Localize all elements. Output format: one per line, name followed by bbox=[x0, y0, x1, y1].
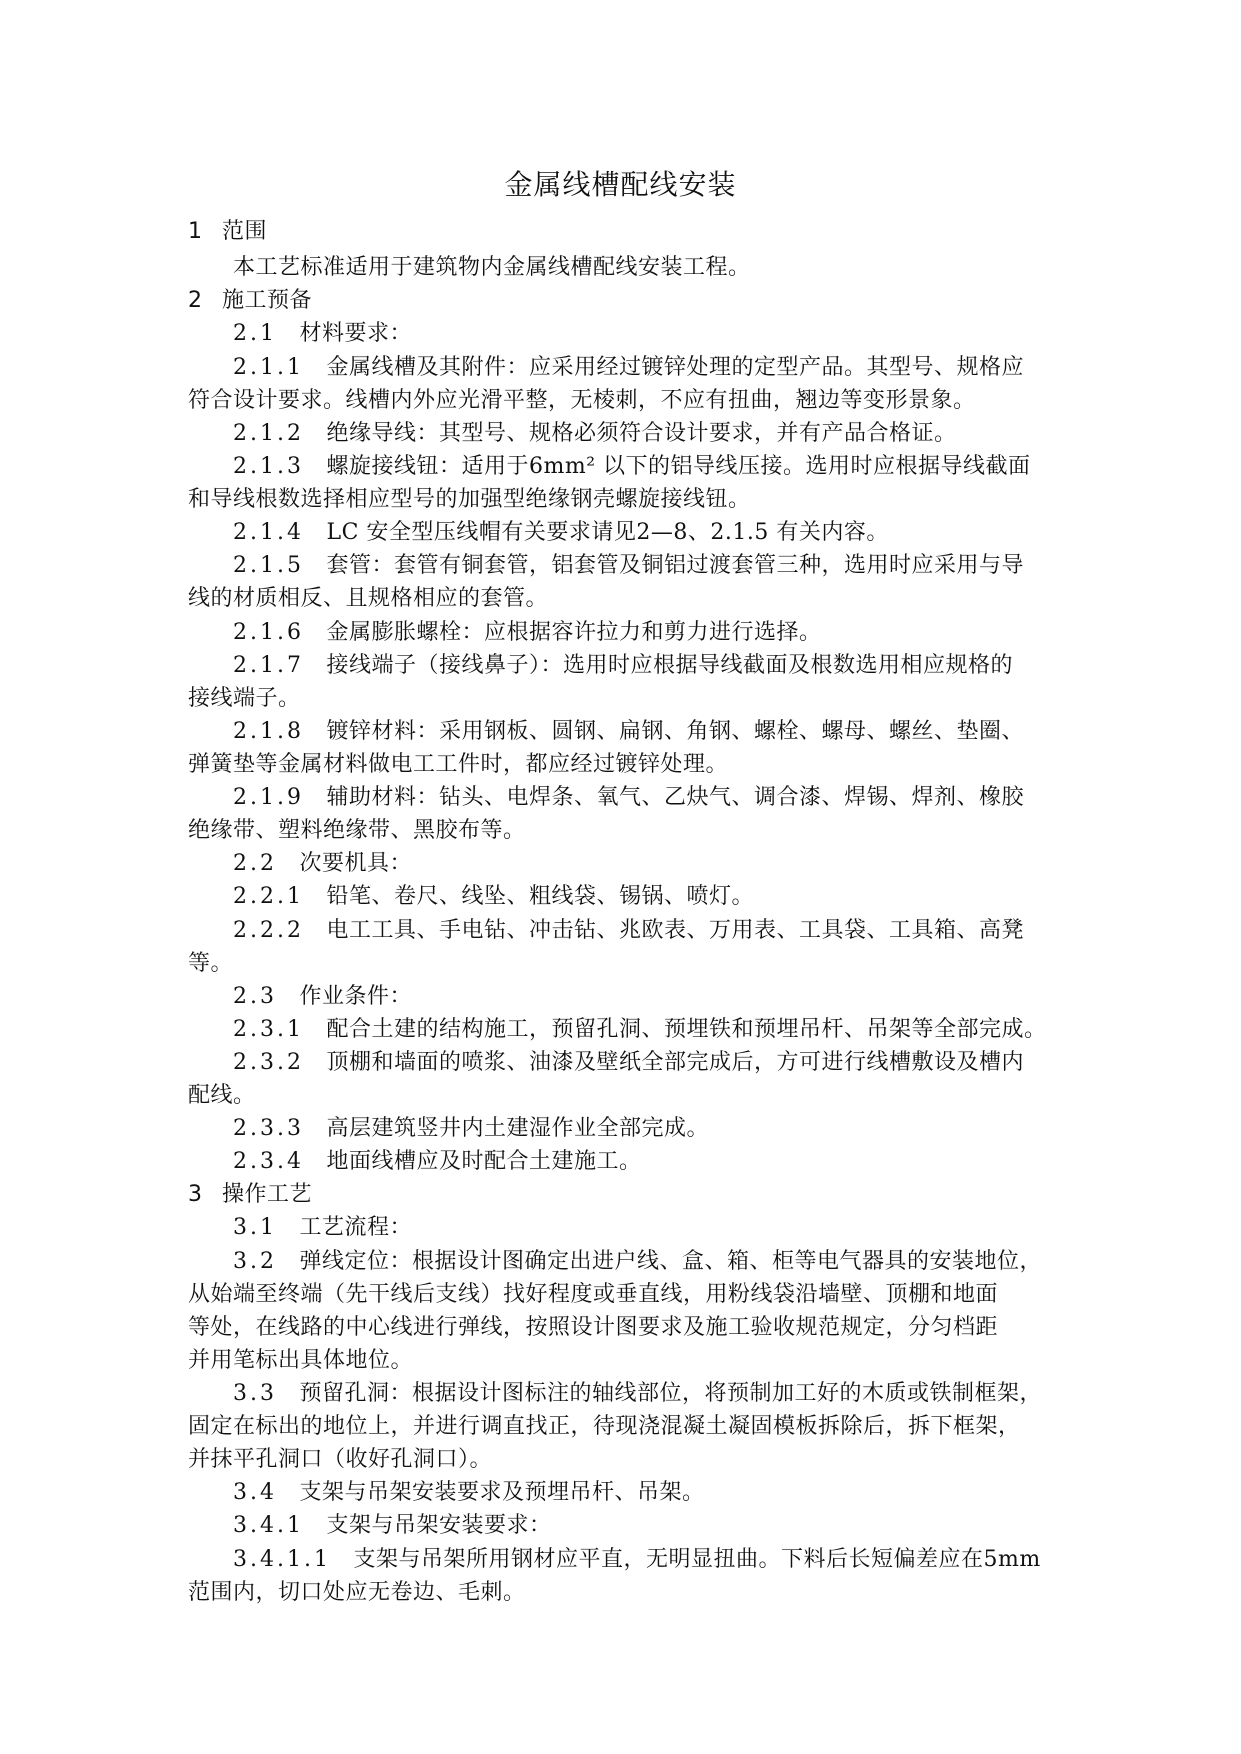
text-line-s2-3-2a bbox=[233, 1047, 1024, 1079]
text-line-s2-2-2b bbox=[188, 948, 233, 980]
text-line-s2-1-8b bbox=[188, 749, 728, 781]
clause-text: 工艺流程： bbox=[299, 1215, 413, 1240]
clause-text: 支架与吊架所用钢材应平直，无明显扭曲。下料后长短偏差应在5mm bbox=[353, 1547, 1041, 1572]
text-line-s2-1-3a bbox=[233, 451, 1031, 483]
clause-text: 套管：套管有铜套管，铝套管及铜铝过渡套管三种，选用时应采用与导 bbox=[326, 553, 1024, 578]
clause-text: 顶棚和墙面的喷浆、油漆及壁纸全部完成后，方可进行线槽敷设及槽内 bbox=[326, 1050, 1024, 1075]
text-line-s3-2d bbox=[188, 1345, 413, 1377]
clause-text: 范围内，切口处应无卷边、毛刺。 bbox=[188, 1580, 526, 1605]
text-line-s2-1 bbox=[233, 318, 412, 350]
clause-text: 并抹平孔洞口（收好孔洞口）。 bbox=[188, 1447, 493, 1472]
clause-number: 3.1 bbox=[233, 1215, 277, 1240]
clause-text: LC 安全型压线帽有关要求请见2—8、2.1.5 有关内容。 bbox=[326, 520, 889, 545]
clause-number: 3.4.1.1 bbox=[233, 1547, 331, 1572]
clause-text: 地面线槽应及时配合土建施工。 bbox=[326, 1149, 642, 1174]
text-line-s2-3-1 bbox=[233, 1014, 1047, 1046]
text-line-s3-4-1 bbox=[233, 1510, 552, 1542]
text-line-s2-2-1 bbox=[233, 881, 754, 913]
clause-number: 2.2 bbox=[233, 851, 277, 876]
clause-number: 2.1.3 bbox=[233, 454, 304, 479]
clause-number: 2.3.3 bbox=[233, 1116, 304, 1141]
clause-text: 等处，在线路的中心线进行弹线，按照设计图要求及施工验收规范规定，分匀档距 bbox=[188, 1315, 999, 1340]
text-line-s2-1-7a bbox=[233, 650, 1013, 682]
clause-number: 2.1.4 bbox=[233, 520, 304, 545]
clause-text: 铅笔、卷尺、线坠、粗线袋、锡锅、喷灯。 bbox=[326, 884, 754, 909]
clause-number: 2.1.8 bbox=[233, 719, 304, 744]
clause-text: 范围 bbox=[222, 219, 268, 244]
text-line-s3-1 bbox=[233, 1212, 412, 1244]
clause-number: 2.3.2 bbox=[233, 1050, 304, 1075]
text-line-s3-3b bbox=[188, 1411, 1021, 1443]
clause-text: 施工预备 bbox=[222, 288, 313, 313]
section-heading-s2 bbox=[188, 285, 312, 317]
clause-number: 2.1.7 bbox=[233, 653, 304, 678]
section-heading-s3 bbox=[188, 1179, 312, 1211]
clause-text: 次要机具： bbox=[299, 851, 413, 876]
clause-text: 操作工艺 bbox=[222, 1182, 313, 1207]
text-line-s2-1-8a bbox=[233, 716, 1024, 748]
text-line-s2-1-3b bbox=[188, 484, 751, 516]
text-line-s3-3c bbox=[188, 1444, 492, 1476]
clause-number: 2.1.5 bbox=[233, 553, 304, 578]
text-line-s2-1-1b bbox=[188, 385, 976, 417]
text-line-s2-1-7b bbox=[188, 683, 301, 715]
clause-text: 等。 bbox=[188, 951, 234, 976]
clause-text: 支架与吊架安装要求： bbox=[326, 1513, 552, 1538]
clause-text: 从始端至终端（先干线后支线）找好程度或垂直线，用粉线袋沿墙壁、顶棚和地面 bbox=[188, 1282, 999, 1307]
clause-number: 3.2 bbox=[233, 1249, 277, 1274]
clause-number: 2.1.1 bbox=[233, 355, 304, 380]
clause-text: 螺旋接线钮：适用于6mm² 以下的铝导线压接。选用时应根据导线截面 bbox=[326, 454, 1031, 479]
clause-text: 符合设计要求。线槽内外应光滑平整，无棱刺，不应有扭曲，翘边等变形景象。 bbox=[188, 388, 976, 413]
text-line-s3-4 bbox=[233, 1477, 705, 1509]
clause-text: 配线。 bbox=[188, 1083, 256, 1108]
text-line-s2-2-2a bbox=[233, 915, 1024, 947]
clause-text: 并用笔标出具体地位。 bbox=[188, 1348, 414, 1373]
text-line-s2-1-6 bbox=[233, 617, 822, 649]
text-line-s2-1-9a bbox=[233, 782, 1024, 814]
clause-text: 弹簧垫等金属材料做电工工件时，都应经过镀锌处理。 bbox=[188, 752, 729, 777]
clause-text: 固定在标出的地位上，并进行调直找正，待现浇混凝土凝固模板拆除后，拆下框架， bbox=[188, 1414, 1021, 1439]
clause-number: 2.3.4 bbox=[233, 1149, 304, 1174]
clause-number: 2.3 bbox=[233, 984, 277, 1009]
clause-text: 配合土建的结构施工，预留孔洞、预埋铁和预埋吊杆、吊架等全部完成。 bbox=[326, 1017, 1047, 1042]
text-line-s2-1-4 bbox=[233, 517, 889, 549]
clause-text: 支架与吊架安装要求及预埋吊杆、吊架。 bbox=[299, 1480, 705, 1505]
clause-number: 3.3 bbox=[233, 1381, 277, 1406]
clause-text: 本工艺标准适用于建筑物内金属线槽配线安装工程。 bbox=[233, 255, 751, 280]
text-line-s2-1-2 bbox=[233, 418, 957, 450]
clause-text: 金属膨胀螺栓：应根据容许拉力和剪力进行选择。 bbox=[326, 620, 822, 645]
clause-text: 金属线槽及其附件：应采用经过镀锌处理的定型产品。其型号、规格应 bbox=[326, 355, 1024, 380]
clause-text: 作业条件： bbox=[299, 984, 413, 1009]
text-line-s3-2b bbox=[188, 1279, 998, 1311]
clause-text: 线的材质相反、且规格相应的套管。 bbox=[188, 586, 549, 611]
clause-text: 接线端子。 bbox=[188, 686, 301, 711]
text-line-s2-3-4 bbox=[233, 1146, 642, 1178]
text-line-s2-2 bbox=[233, 848, 412, 880]
clause-text: 接线端子（接线鼻子）：选用时应根据导线截面及根数选用相应规格的 bbox=[326, 653, 1013, 678]
section-heading-s1 bbox=[188, 216, 267, 248]
clause-text: 绝缘导线：其型号、规格必须符合设计要求，并有产品合格证。 bbox=[326, 421, 957, 446]
text-line-s3-3a bbox=[233, 1378, 1042, 1410]
text-line-s2-3 bbox=[233, 981, 412, 1013]
text-line-s3-4-1-1a bbox=[233, 1544, 1041, 1576]
clause-text: 镀锌材料：采用钢板、圆钢、扁钢、角钢、螺栓、螺母、螺丝、垫圈、 bbox=[326, 719, 1024, 744]
text-line-s3-4-1-1b bbox=[188, 1577, 526, 1609]
document-title: 金属线槽配线安装 bbox=[504, 168, 737, 201]
clause-number: 2.2.2 bbox=[233, 918, 304, 943]
clause-number: 1 bbox=[188, 219, 202, 244]
text-line-s2-1-1a bbox=[233, 352, 1024, 384]
clause-number: 2.1 bbox=[233, 321, 277, 346]
text-line-s2-3-2b bbox=[188, 1080, 256, 1112]
clause-number: 2.1.6 bbox=[233, 620, 304, 645]
text-line-s3-2c bbox=[188, 1312, 998, 1344]
text-line-s2-1-5a bbox=[233, 550, 1024, 582]
clause-number: 3.4.1 bbox=[233, 1513, 304, 1538]
clause-text: 高层建筑竖井内土建湿作业全部完成。 bbox=[326, 1116, 709, 1141]
clause-text: 绝缘带、塑料绝缘带、黑胶布等。 bbox=[188, 818, 526, 843]
text-line-s3-2a bbox=[233, 1246, 1042, 1278]
clause-number: 2.3.1 bbox=[233, 1017, 304, 1042]
text-line-s2-1-9b bbox=[188, 815, 526, 847]
text-line-s1p bbox=[233, 252, 751, 284]
clause-number: 3.4 bbox=[233, 1480, 277, 1505]
clause-text: 材料要求： bbox=[299, 321, 413, 346]
clause-text: 弹线定位：根据设计图确定出进户线、盒、箱、柜等电气器具的安装地位， bbox=[299, 1249, 1043, 1274]
clause-text: 和导线根数选择相应型号的加强型绝缘钢壳螺旋接线钮。 bbox=[188, 487, 751, 512]
clause-number: 2.2.1 bbox=[233, 884, 304, 909]
clause-text: 电工工具、手电钻、冲击钻、兆欧表、万用表、工具袋、工具箱、高凳 bbox=[326, 918, 1024, 943]
clause-number: 3 bbox=[188, 1182, 202, 1207]
text-line-s2-1-5b bbox=[188, 583, 548, 615]
clause-number: 2.1.9 bbox=[233, 785, 304, 810]
clause-number: 2 bbox=[188, 288, 202, 313]
clause-text: 辅助材料：钻头、电焊条、氧气、乙炔气、调合漆、焊锡、焊剂、橡胶 bbox=[326, 785, 1024, 810]
clause-number: 2.1.2 bbox=[233, 421, 304, 446]
clause-text: 预留孔洞：根据设计图标注的轴线部位，将预制加工好的木质或铁制框架， bbox=[299, 1381, 1043, 1406]
text-line-s2-3-3 bbox=[233, 1113, 709, 1145]
